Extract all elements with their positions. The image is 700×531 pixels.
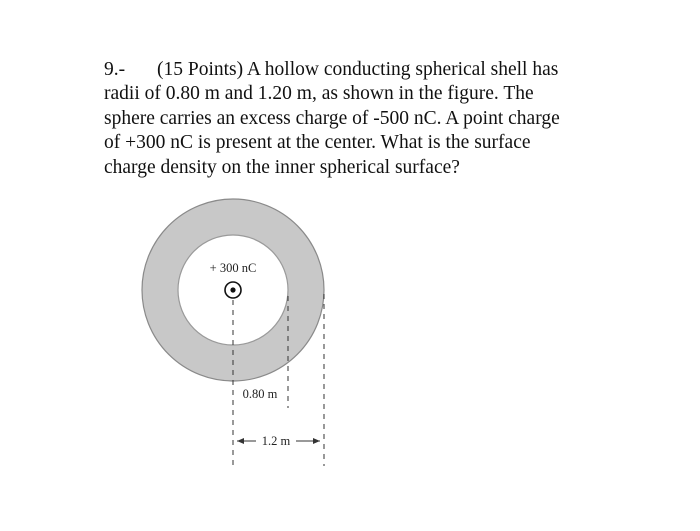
outer-radius-label: 1.2 m <box>261 434 291 448</box>
problem-text-line-5: charge density on the inner spherical surface? <box>104 156 460 178</box>
point-charge-dot <box>230 287 235 292</box>
outer-dim-right-arrowhead <box>313 438 320 444</box>
inner-radius-label: 0.80 m <box>242 387 278 401</box>
problem-text-line-2: radii of 0.80 m and 1.20 m, as shown in the figure. The <box>104 83 534 105</box>
problem-text-line-3: sphere carries an excess charge of -500 nC. A point charge <box>104 107 560 129</box>
problem-number: 9.- <box>104 59 126 80</box>
center-charge-label: + 300 nC <box>209 261 257 275</box>
problem-text-line-1: (15 Points) A hollow conducting spherical shell has <box>157 59 559 80</box>
outer-dim-left-arrowhead <box>237 438 244 444</box>
problem-text-line-4: of +300 nC is present at the center. What is the surface <box>104 132 531 154</box>
